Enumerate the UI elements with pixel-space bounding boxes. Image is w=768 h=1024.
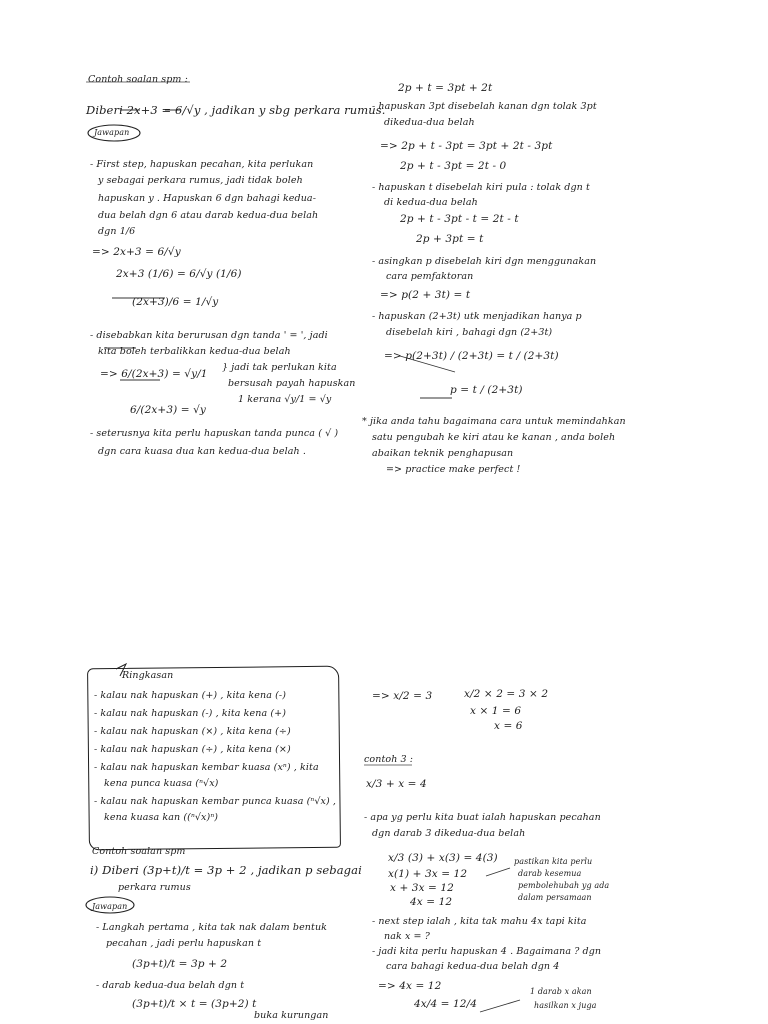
equation-line: => x/2 = 3: [372, 690, 433, 702]
equation-line: x + 3x = 12: [390, 882, 454, 894]
text-line: * jika anda tahu bagaimana cara untuk memindahkan: [362, 416, 626, 427]
equation-line: x/3 (3) + x(3) = 4(3): [388, 852, 498, 864]
equation-line: => p(2 + 3t) = t: [380, 289, 471, 301]
equation-line: 6/(2x+3) = √y: [130, 404, 206, 416]
text-line: pecahan , jadi perlu hapuskan t: [106, 938, 262, 949]
side-note-line: } jadi tak perlukan kita: [222, 362, 337, 373]
equation-line: x/3 + x = 4: [366, 778, 427, 790]
equation-line: => 2p + t - 3pt = 3pt + 2t - 3pt: [380, 140, 553, 152]
text-line: nak x = ?: [384, 931, 430, 942]
text-line: - seterusnya kita perlu hapuskan tanda punca ( √ ): [90, 428, 339, 439]
answer-label: Jawapan: [92, 902, 128, 911]
equation-line: => p(2+3t) / (2+3t) = t / (2+3t): [384, 350, 559, 362]
text-line: - Langkah pertama , kita tak nak dalam bentuk: [96, 922, 328, 933]
text-line: - apa yg perlu kita buat ialah hapuskan pecahan: [364, 812, 601, 823]
text-line: dgn cara kuasa dua kan kedua-dua belah .: [98, 446, 306, 457]
equation-line: (3p+t)/t = 3p + 2: [132, 958, 228, 970]
equation-line: 4x/4 = 12/4: [414, 998, 477, 1010]
example-title: Contoh soalan spm: [92, 846, 186, 857]
equation-line: 4x = 12: [410, 896, 453, 908]
text-line: cara bahagi kedua-dua belah dgn 4: [386, 961, 560, 972]
summary-item: - kalau nak hapuskan (÷) , kita kena (×): [94, 744, 291, 755]
text-line: - disebabkan kita berurusan dgn tanda ' = ', jadi: [90, 330, 328, 341]
equation-line: x/2 × 2 = 3 × 2: [464, 688, 549, 700]
text-line: - darab kedua-dua belah dgn t: [96, 980, 245, 991]
text-line: y sebagai perkara rumus, jadi tidak boleh: [98, 175, 303, 186]
example-title: contoh 3 :: [364, 754, 414, 765]
equation-line: 2p + t - 3pt = 2t - 0: [400, 160, 507, 172]
text-line: - jadi kita perlu hapuskan 4 . Bagaimana ? dgn: [372, 946, 602, 957]
text-line: hapuskan y . Hapuskan 6 dgn bahagi kedua-: [98, 193, 317, 204]
summary-title: Ringkasan: [122, 670, 174, 681]
equation-line: 2p + t - 3pt - t = 2t - t: [400, 213, 519, 225]
text-line: => practice make perfect !: [386, 464, 521, 475]
summary-item: - kalau nak hapuskan (+) , kita kena (-): [94, 690, 286, 701]
text-line: dgn darab 3 dikedua-dua belah: [372, 828, 526, 839]
equation-line: x = 6: [494, 720, 523, 732]
side-note-line: bersusah payah hapuskan: [228, 378, 356, 389]
equation-line: => 2x+3 = 6/√y: [92, 246, 181, 258]
bottom-notebook-page: [0, 512, 768, 1024]
text-line: - hapuskan 3pt disebelah kanan dgn tolak 3pt: [372, 101, 597, 112]
equation-line: 2p + t = 3pt + 2t: [398, 82, 493, 94]
text-line: cara pemfaktoran: [386, 271, 474, 282]
equation-line: => 4x = 12: [378, 980, 442, 992]
text-line: - next step ialah , kita tak mahu 4x tapi kita: [372, 916, 587, 927]
summary-item: kena punca kuasa (ⁿ√x): [104, 778, 219, 789]
text-line: satu pengubah ke kiri atau ke kanan , anda boleh: [372, 432, 616, 443]
equation-line: 2x+3 (1/6) = 6/√y (1/6): [116, 268, 242, 280]
text-line: - hapuskan t disebelah kiri pula : tolak dgn t: [372, 182, 590, 193]
text-line: - asingkan p disebelah kiri dgn menggunakan: [372, 256, 597, 267]
equation-line: (2x+3)/6 = 1/√y: [132, 296, 219, 308]
side-note-line: 1 darab x akan: [530, 987, 592, 996]
side-note-line: pembolehubah yg ada: [518, 881, 610, 890]
equation-line: x × 1 = 6: [470, 705, 522, 717]
summary-item: - kalau nak hapuskan kembar punca kuasa (ⁿ√x) ,: [94, 796, 336, 807]
text-line: - First step, hapuskan pecahan, kita perlukan: [90, 159, 314, 170]
question-statement: i) Diberi (3p+t)/t = 3p + 2 , jadikan p sebagai: [90, 863, 362, 877]
answer-label: Jawapan: [94, 128, 130, 137]
question-statement: Diberi 2x+3 = 6/√y , jadikan y sbg perkara rumus.: [86, 103, 386, 117]
equation-line: => 6/(2x+3) = √y/1: [100, 368, 208, 380]
side-note-line: pastikan kita perlu: [514, 857, 593, 866]
side-note-line: 1 kerana √y/1 = √y: [238, 394, 332, 405]
equation-line: p = t / (2+3t): [450, 384, 523, 396]
text-line: dgn 1/6: [98, 226, 136, 237]
side-note-line: buka kurungan: [254, 1010, 329, 1021]
note-title: Contoh soalan spm :: [88, 74, 188, 85]
equation-line: x(1) + 3x = 12: [388, 868, 468, 880]
text-line: dua belah dgn 6 atau darab kedua-dua belah: [98, 210, 319, 221]
text-line: di kedua-dua belah: [384, 197, 478, 208]
summary-item: kena kuasa kan ((ⁿ√x)ⁿ): [104, 812, 219, 823]
summary-item: - kalau nak hapuskan (-) , kita kena (+): [94, 708, 286, 719]
text-line: dikedua-dua belah: [384, 117, 475, 128]
summary-item: - kalau nak hapuskan (×) , kita kena (÷): [94, 726, 291, 737]
text-line: disebelah kiri , bahagi dgn (2+3t): [386, 327, 553, 338]
summary-item: - kalau nak hapuskan kembar kuasa (xⁿ) , kita: [94, 762, 319, 773]
side-note-line: darab kesemua: [518, 869, 582, 878]
side-note-line: dalam persamaan: [518, 893, 592, 902]
equation-line: (3p+t)/t × t = (3p+2) t: [132, 998, 257, 1010]
text-line: abaikan teknik penghapusan: [372, 448, 514, 459]
text-line: kita boleh terbalikkan kedua-dua belah: [98, 346, 291, 357]
text-line: perkara rumus: [118, 882, 191, 893]
equation-line: 2p + 3pt = t: [416, 233, 484, 245]
side-note-line: hasilkan x juga: [534, 1001, 597, 1010]
text-line: - hapuskan (2+3t) utk menjadikan hanya p: [372, 311, 582, 322]
